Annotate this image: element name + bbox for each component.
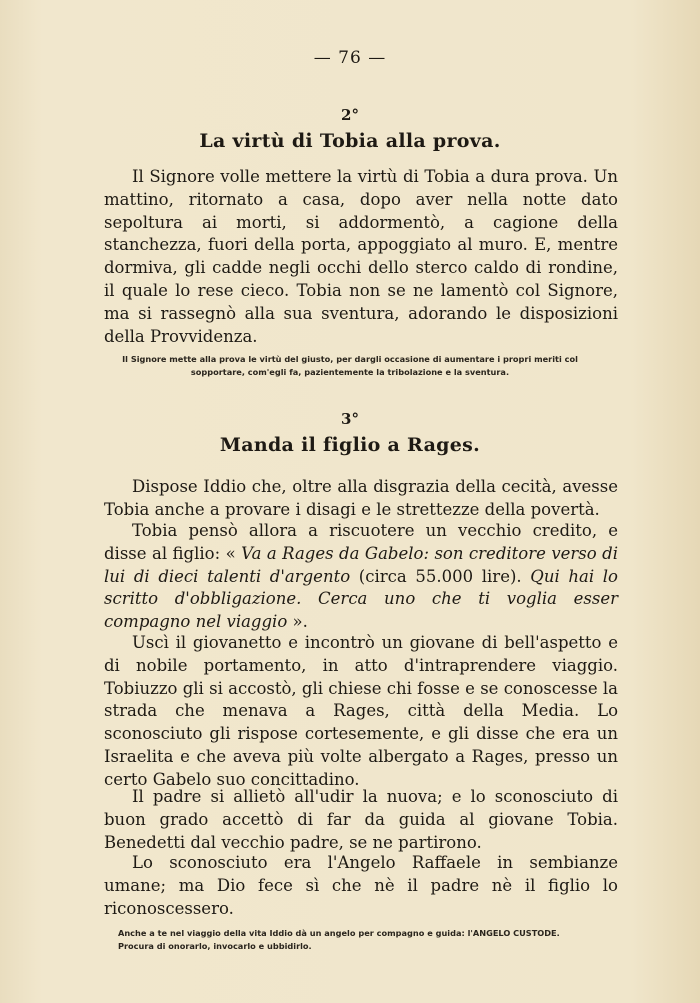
section-2-note: Il Signore mette alla prova le virtù del giusto, per dargli occasione di aumentare i propri meriti col sopportare, com'egli fa, pazientemente la tribolazione e la sventura. [122,354,578,377]
section-2-paragraph: Il Signore volle mettere la virtù di Tobia a dura prova. Un mattino, ritornato a casa, dopo aver nella notte dato sepoltura ai morti, si addormentò, a cagione della stanchezza, fuori della porta, appoggiato al muro. E, mentre dormiva, gli cadde negli occhi dello sterco caldo di rondine, il quale lo rese cieco. Tobia non se ne lamentò col Signore, ma si rassegnò alla sua sventura, adorando le disposizioni della Provvidenza. [104,167,618,346]
p2-middle: (circa 55.000 lire). [350,566,531,586]
p2-quote-2: Qui hai lo scritto d'obbligazione. Cerca uno che ti voglia esser compagno nel viaggio [104,566,618,632]
section-3-paragraph-1: Dispose Iddio che, oltre alla disgrazia della cecità, avesse Tobia anche a provare i disagi e le strettezze della povertà. [104,477,618,519]
page-number: — 76 — [313,48,387,68]
section-3-number: 3° [341,410,359,428]
section-2-title: La virtù di Tobia alla prova. [199,130,501,152]
section-3-paragraph-2 [104,520,618,634]
section-2-number: 2° [341,106,359,124]
section-3-paragraph-3: Uscì il giovanetto e incontrò un giovane di bell'aspetto e di nobile portamento, in atto d'intraprendere viaggio. Tobiuzzo gli si accostò, gli chiese chi fosse e se conoscesse la strada che menava a Rages, città della Media. Lo sconosciuto gli rispose cortesemente, e gli disse che era un Israelita e che aveva più volte albergato a Rages, presso un certo Gabelo suo concittadino. [104,633,618,789]
section-3-paragraph-5: Lo sconosciuto era l'Angelo Raffaele in sembianze umane; ma Dio fece sì che nè il padre nè il figlio lo riconoscessero. [104,853,618,918]
p2-end: ». [287,612,308,632]
section-3-paragraph-4: Il padre si allietò all'udir la nuova; e lo sconosciuto di buon grado accettò di far da guida al giovane Tobia. Benedetti dal vecchio padre, se ne partirono. [104,787,618,852]
p2-quote-1: Va a Rages da Gabelo: son creditore verso di lui di dieci talenti d'argento [104,543,618,586]
p2-lead: Tobia pensò allora a riscuotere un vecchio credito, e disse al figlio: « [104,521,618,563]
section-3-note: Anche a te nel viaggio della vita Iddio dà un angelo per compagno e guida: l'ANGELO CUSTODE. Procura di onorarlo, invocarlo e ubbidirlo. [118,928,560,951]
section-3-title: Manda il figlio a Rages. [219,434,481,456]
